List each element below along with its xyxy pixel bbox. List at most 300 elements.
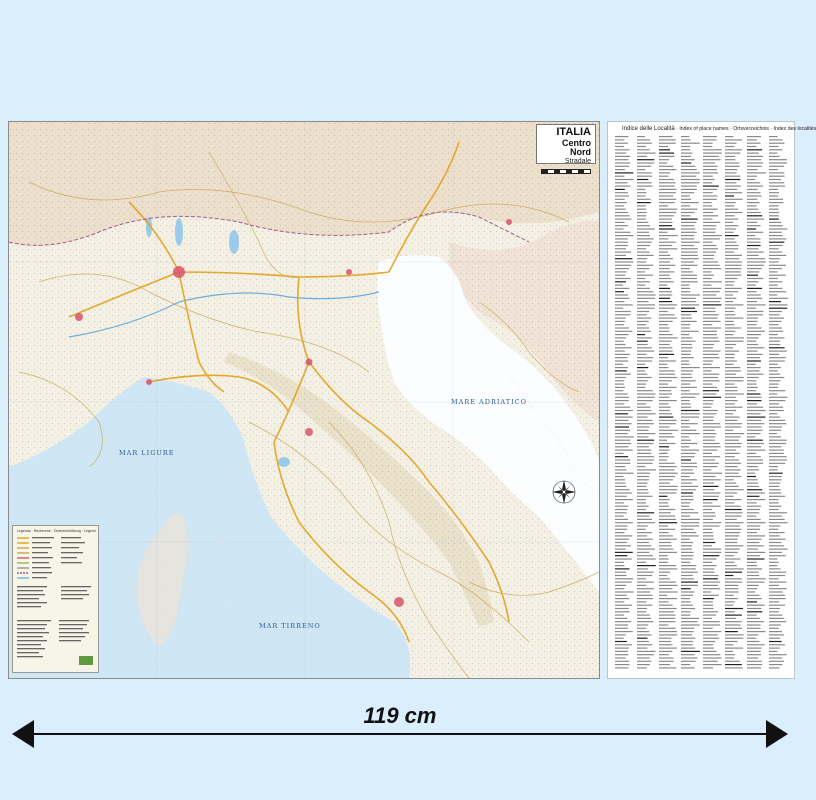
index-entry-line	[703, 601, 713, 602]
index-entry-line	[769, 314, 780, 315]
index-entry-line	[659, 644, 673, 645]
index-entry-line	[681, 552, 694, 553]
index-entry-line	[615, 506, 628, 507]
index-entry-line	[725, 225, 738, 226]
index-entry-line	[747, 648, 762, 649]
index-title	[622, 126, 816, 132]
index-entry-line	[681, 195, 690, 196]
index-entry-line	[703, 195, 717, 196]
index-entry-line	[703, 334, 717, 335]
index-entry-line	[659, 522, 677, 523]
index-entry-line	[725, 433, 744, 434]
index-entry-line	[703, 443, 720, 444]
index-entry-line	[769, 522, 788, 523]
index-entry-line	[615, 212, 628, 213]
index-entry-line	[725, 473, 739, 474]
index-entry-line	[659, 374, 675, 375]
index-entry-line	[769, 146, 779, 147]
index-entry-line	[769, 367, 781, 368]
index-entry-line	[769, 360, 785, 361]
index-entry-line	[615, 149, 629, 150]
index-entry-line	[659, 582, 676, 583]
index-entry-line	[659, 209, 677, 210]
index-entry-line	[725, 278, 737, 279]
index-entry-line	[769, 265, 786, 266]
index-entry-line	[703, 285, 712, 286]
index-entry-line	[747, 641, 759, 642]
index-entry-line	[615, 446, 629, 447]
index-entry-line	[769, 291, 786, 292]
index-entry-line	[725, 598, 738, 599]
index-entry-line	[725, 552, 738, 553]
index-entry-line	[769, 225, 783, 226]
index-entry-line	[769, 588, 787, 589]
index-entry-line	[703, 506, 720, 507]
index-entry-line	[725, 591, 739, 592]
index-entry-line	[659, 558, 669, 559]
index-entry-line	[703, 149, 722, 150]
index-entry-line	[703, 648, 714, 649]
index-entry-line	[615, 516, 624, 517]
index-entry-line	[747, 545, 764, 546]
index-entry-line	[747, 384, 757, 385]
index-entry-line	[703, 172, 718, 173]
index-entry-line	[703, 219, 712, 220]
index-entry-line	[725, 667, 743, 668]
index-entry-line	[703, 327, 721, 328]
index-entry-line	[769, 446, 781, 447]
index-entry-line	[615, 275, 625, 276]
index-entry-line	[725, 506, 741, 507]
index-entry-line	[615, 258, 632, 259]
index-entry-line	[747, 288, 762, 289]
index-entry-line	[637, 222, 648, 223]
index-entry-line	[703, 189, 717, 190]
index-entry-line	[659, 331, 669, 332]
index-entry-line	[747, 562, 757, 563]
index-entry-line	[637, 334, 645, 335]
index-entry-line	[747, 291, 757, 292]
index-entry-line	[725, 146, 734, 147]
index-entry-line	[769, 601, 779, 602]
index-entry-line	[747, 337, 759, 338]
index-entry-line	[615, 166, 629, 167]
index-entry-line	[615, 143, 628, 144]
index-entry-line	[703, 143, 713, 144]
index-entry-line	[659, 337, 678, 338]
index-entry-line	[659, 634, 677, 635]
index-entry-line	[615, 552, 633, 553]
index-entry-line	[725, 615, 742, 616]
index-entry-line	[769, 166, 784, 167]
index-entry-line	[703, 440, 715, 441]
index-entry-line	[637, 651, 656, 652]
index-entry-line	[747, 360, 761, 361]
index-entry-line	[725, 341, 743, 342]
index-entry-line	[637, 195, 646, 196]
index-entry-line	[615, 301, 624, 302]
index-entry-line	[747, 631, 765, 632]
index-entry-line	[615, 291, 624, 292]
index-entry-line	[615, 423, 632, 424]
index-entry-line	[659, 136, 673, 137]
index-entry-line	[725, 496, 734, 497]
index-entry-line	[681, 456, 694, 457]
index-entry-line	[769, 149, 782, 150]
index-entry-line	[747, 423, 764, 424]
index-entry-line	[747, 261, 766, 262]
index-entry-line	[659, 657, 674, 658]
map-title: ITALIA	[556, 126, 591, 138]
index-entry-line	[769, 245, 783, 246]
index-entry-line	[703, 585, 718, 586]
index-entry-line	[703, 308, 715, 309]
index-entry-line	[747, 311, 763, 312]
index-entry-line	[747, 364, 756, 365]
index-entry-line	[637, 265, 653, 266]
index-entry-line	[615, 565, 624, 566]
index-entry-line	[769, 423, 786, 424]
index-entry-line	[681, 634, 692, 635]
index-entry-line	[615, 370, 627, 371]
index-entry-line	[637, 591, 650, 592]
index-entry-line	[703, 539, 714, 540]
index-entry-line	[615, 232, 630, 233]
index-entry-line	[637, 367, 648, 368]
index-entry-line	[615, 380, 624, 381]
index-entry-line	[681, 370, 693, 371]
index-entry-line	[637, 212, 647, 213]
index-entry-line	[615, 648, 629, 649]
index-entry-line	[637, 403, 646, 404]
index-entry-line	[703, 486, 718, 487]
index-entry-line	[747, 176, 757, 177]
index-entry-line	[615, 628, 628, 629]
index-entry-line	[637, 202, 651, 203]
index-entry-line	[703, 397, 721, 398]
index-entry-line	[659, 410, 670, 411]
index-entry-line	[637, 205, 646, 206]
index-entry-line	[659, 166, 673, 167]
index-entry-line	[681, 638, 695, 639]
index-entry-line	[747, 588, 757, 589]
index-entry-line	[769, 661, 784, 662]
index-entry-line	[659, 542, 671, 543]
index-entry-line	[769, 552, 782, 553]
index-entry-line	[769, 657, 782, 658]
index-entry-line	[681, 450, 699, 451]
index-entry-line	[659, 407, 671, 408]
index-entry-line	[681, 166, 695, 167]
index-entry-line	[659, 568, 677, 569]
index-entry-line	[747, 341, 756, 342]
index-entry-line	[637, 525, 648, 526]
index-entry-line	[615, 575, 627, 576]
index-entry-line	[703, 568, 714, 569]
index-entry-line	[747, 387, 758, 388]
index-entry-line	[681, 153, 692, 154]
index-entry-line	[769, 212, 779, 213]
index-entry-line	[659, 509, 675, 510]
index-entry-line	[615, 489, 630, 490]
index-entry-line	[637, 413, 656, 414]
index-entry-line	[703, 294, 716, 295]
index-entry-line	[747, 552, 765, 553]
index-entry-line	[725, 410, 736, 411]
index-entry-line	[747, 390, 756, 391]
index-entry-line	[747, 492, 765, 493]
index-entry-line	[769, 582, 786, 583]
sea-label-tirreno: MAR TIRRENO	[259, 622, 321, 630]
index-entry-line	[681, 433, 700, 434]
index-entry-line	[769, 324, 779, 325]
index-entry-line	[769, 651, 777, 652]
index-entry-line	[615, 519, 628, 520]
index-entry-line	[681, 367, 700, 368]
index-entry-line	[703, 176, 713, 177]
index-entry-line	[747, 516, 756, 517]
index-entry-line	[681, 384, 690, 385]
index-entry-line	[769, 417, 780, 418]
index-entry-line	[615, 667, 628, 668]
index-entry-line	[659, 146, 668, 147]
index-entry-line	[659, 367, 669, 368]
index-entry-line	[703, 304, 721, 305]
index-entry-line	[725, 479, 734, 480]
index-entry-line	[681, 143, 700, 144]
index-entry-line	[725, 618, 736, 619]
index-entry-line	[637, 628, 646, 629]
index-entry-line	[769, 384, 779, 385]
index-entry-line	[747, 242, 760, 243]
index-entry-line	[769, 275, 786, 276]
index-entry-line	[747, 370, 759, 371]
index-entry-line	[637, 301, 648, 302]
index-entry-line	[747, 496, 759, 497]
index-entry-line	[703, 654, 720, 655]
index-entry-line	[681, 212, 694, 213]
index-entry-line	[725, 595, 734, 596]
index-entry-line	[637, 648, 647, 649]
index-entry-line	[725, 143, 737, 144]
index-entry-line	[725, 605, 733, 606]
index-entry-line	[637, 162, 654, 163]
index-entry-line	[615, 608, 629, 609]
index-entry-line	[615, 367, 628, 368]
index-entry-line	[703, 578, 718, 579]
map-legend	[12, 525, 99, 673]
index-entry-line	[615, 162, 630, 163]
index-entry-line	[637, 341, 648, 342]
index-entry-line	[703, 545, 712, 546]
index-entry-line	[637, 664, 650, 665]
index-entry-line	[659, 242, 676, 243]
index-entry-line	[615, 450, 633, 451]
index-entry-line	[725, 664, 742, 665]
index-entry-line	[681, 146, 690, 147]
index-entry-line	[615, 192, 628, 193]
index-entry-line	[681, 268, 690, 269]
index-entry-line	[703, 618, 712, 619]
index-entry-line	[637, 235, 650, 236]
index-entry-line	[637, 463, 653, 464]
index-entry-line	[659, 516, 675, 517]
index-entry-line	[681, 285, 689, 286]
index-entry-line	[747, 159, 761, 160]
index-entry-line	[615, 248, 626, 249]
index-entry-line	[615, 219, 631, 220]
index-entry-line	[637, 509, 646, 510]
index-entry-line	[725, 212, 742, 213]
index-entry-line	[725, 519, 737, 520]
index-entry-line	[659, 189, 676, 190]
index-entry-line	[747, 321, 757, 322]
index-entry-line	[681, 605, 693, 606]
index-entry-line	[747, 298, 762, 299]
index-entry-line	[637, 232, 649, 233]
index-entry-line	[747, 489, 762, 490]
index-entry-line	[659, 519, 676, 520]
index-entry-line	[725, 324, 734, 325]
index-entry-line	[615, 341, 624, 342]
index-columns	[614, 134, 790, 674]
index-entry-line	[725, 189, 737, 190]
index-entry-line	[725, 285, 734, 286]
index-entry-line	[681, 162, 691, 163]
index-entry-line	[703, 156, 719, 157]
index-entry-line	[615, 344, 626, 345]
index-entry-line	[769, 443, 786, 444]
index-entry-line	[769, 278, 778, 279]
index-entry-line	[703, 433, 716, 434]
index-entry-line	[681, 222, 696, 223]
index-entry-line	[703, 311, 716, 312]
index-entry-line	[615, 644, 632, 645]
index-entry-line	[637, 456, 654, 457]
index-entry-line	[703, 261, 718, 262]
index-entry-line	[769, 327, 782, 328]
index-entry-line	[703, 139, 716, 140]
index-entry-line	[703, 324, 712, 325]
index-entry-line	[659, 420, 676, 421]
index-entry-line	[725, 275, 741, 276]
index-entry-line	[703, 360, 713, 361]
index-entry-line	[703, 423, 720, 424]
index-entry-line	[615, 509, 627, 510]
index-entry-line	[615, 459, 630, 460]
index-entry-line	[615, 337, 626, 338]
index-entry-line	[703, 238, 720, 239]
index-entry-line	[725, 159, 735, 160]
index-entry-line	[725, 288, 742, 289]
index-entry-line	[659, 611, 674, 612]
index-entry-line	[681, 473, 694, 474]
index-entry-line	[615, 209, 626, 210]
index-entry-line	[725, 364, 734, 365]
index-entry-line	[681, 608, 695, 609]
index-entry-line	[747, 473, 755, 474]
index-entry-line	[615, 311, 631, 312]
index-entry-line	[659, 341, 672, 342]
index-entry-line	[637, 143, 652, 144]
index-entry-line	[747, 139, 757, 140]
index-entry-line	[769, 179, 781, 180]
index-entry-line	[703, 529, 712, 530]
index-entry-line	[637, 436, 648, 437]
index-entry-line	[725, 153, 740, 154]
index-entry-line	[747, 403, 757, 404]
index-entry-line	[681, 426, 690, 427]
index-entry-line	[725, 202, 736, 203]
index-entry-line	[681, 341, 696, 342]
index-entry-line	[659, 311, 668, 312]
index-entry-line	[703, 146, 712, 147]
index-entry-line	[703, 446, 721, 447]
index-entry-line	[747, 377, 759, 378]
index-entry-line	[725, 195, 734, 196]
index-entry-line	[725, 327, 741, 328]
index-entry-line	[725, 222, 733, 223]
index-entry-line	[747, 555, 760, 556]
index-entry-line	[703, 611, 718, 612]
index-entry-line	[725, 390, 738, 391]
index-entry-line	[747, 456, 761, 457]
index-entry-line	[681, 654, 695, 655]
index-entry-line	[637, 344, 648, 345]
index-entry-line	[725, 337, 744, 338]
index-entry-line	[725, 314, 735, 315]
index-title-main: Indice delle Località	[622, 126, 675, 132]
index-entry-line	[637, 149, 650, 150]
index-entry-line	[725, 443, 742, 444]
index-entry-line	[681, 648, 695, 649]
index-entry-line	[769, 189, 778, 190]
index-entry-line	[703, 413, 716, 414]
index-entry-line	[725, 450, 736, 451]
index-entry-line	[703, 357, 720, 358]
index-entry-line	[681, 400, 690, 401]
index-entry-line	[769, 509, 779, 510]
index-entry-line	[703, 281, 722, 282]
index-entry-line	[725, 638, 743, 639]
index-entry-line	[637, 172, 652, 173]
index-entry-line	[769, 232, 782, 233]
index-entry-line	[703, 638, 719, 639]
index-entry-line	[681, 532, 696, 533]
index-entry-line	[725, 172, 737, 173]
index-entry-line	[615, 159, 628, 160]
index-entry-line	[769, 162, 787, 163]
index-entry-line	[769, 308, 787, 309]
index-entry-line	[615, 261, 633, 262]
index-entry-line	[615, 410, 633, 411]
index-entry-line	[703, 595, 719, 596]
index-entry-line	[615, 387, 625, 388]
index-entry-line	[769, 608, 780, 609]
index-entry-line	[637, 453, 651, 454]
index-entry-line	[615, 242, 628, 243]
index-entry-line	[703, 298, 722, 299]
index-entry-line	[681, 562, 690, 563]
index-entry-line	[747, 618, 760, 619]
index-entry-line	[725, 205, 734, 206]
index-entry-line	[659, 271, 674, 272]
index-entry-line	[681, 304, 699, 305]
index-entry-line	[659, 605, 673, 606]
index-entry-line	[681, 261, 694, 262]
index-entry-line	[747, 281, 759, 282]
index-entry-line	[681, 542, 693, 543]
